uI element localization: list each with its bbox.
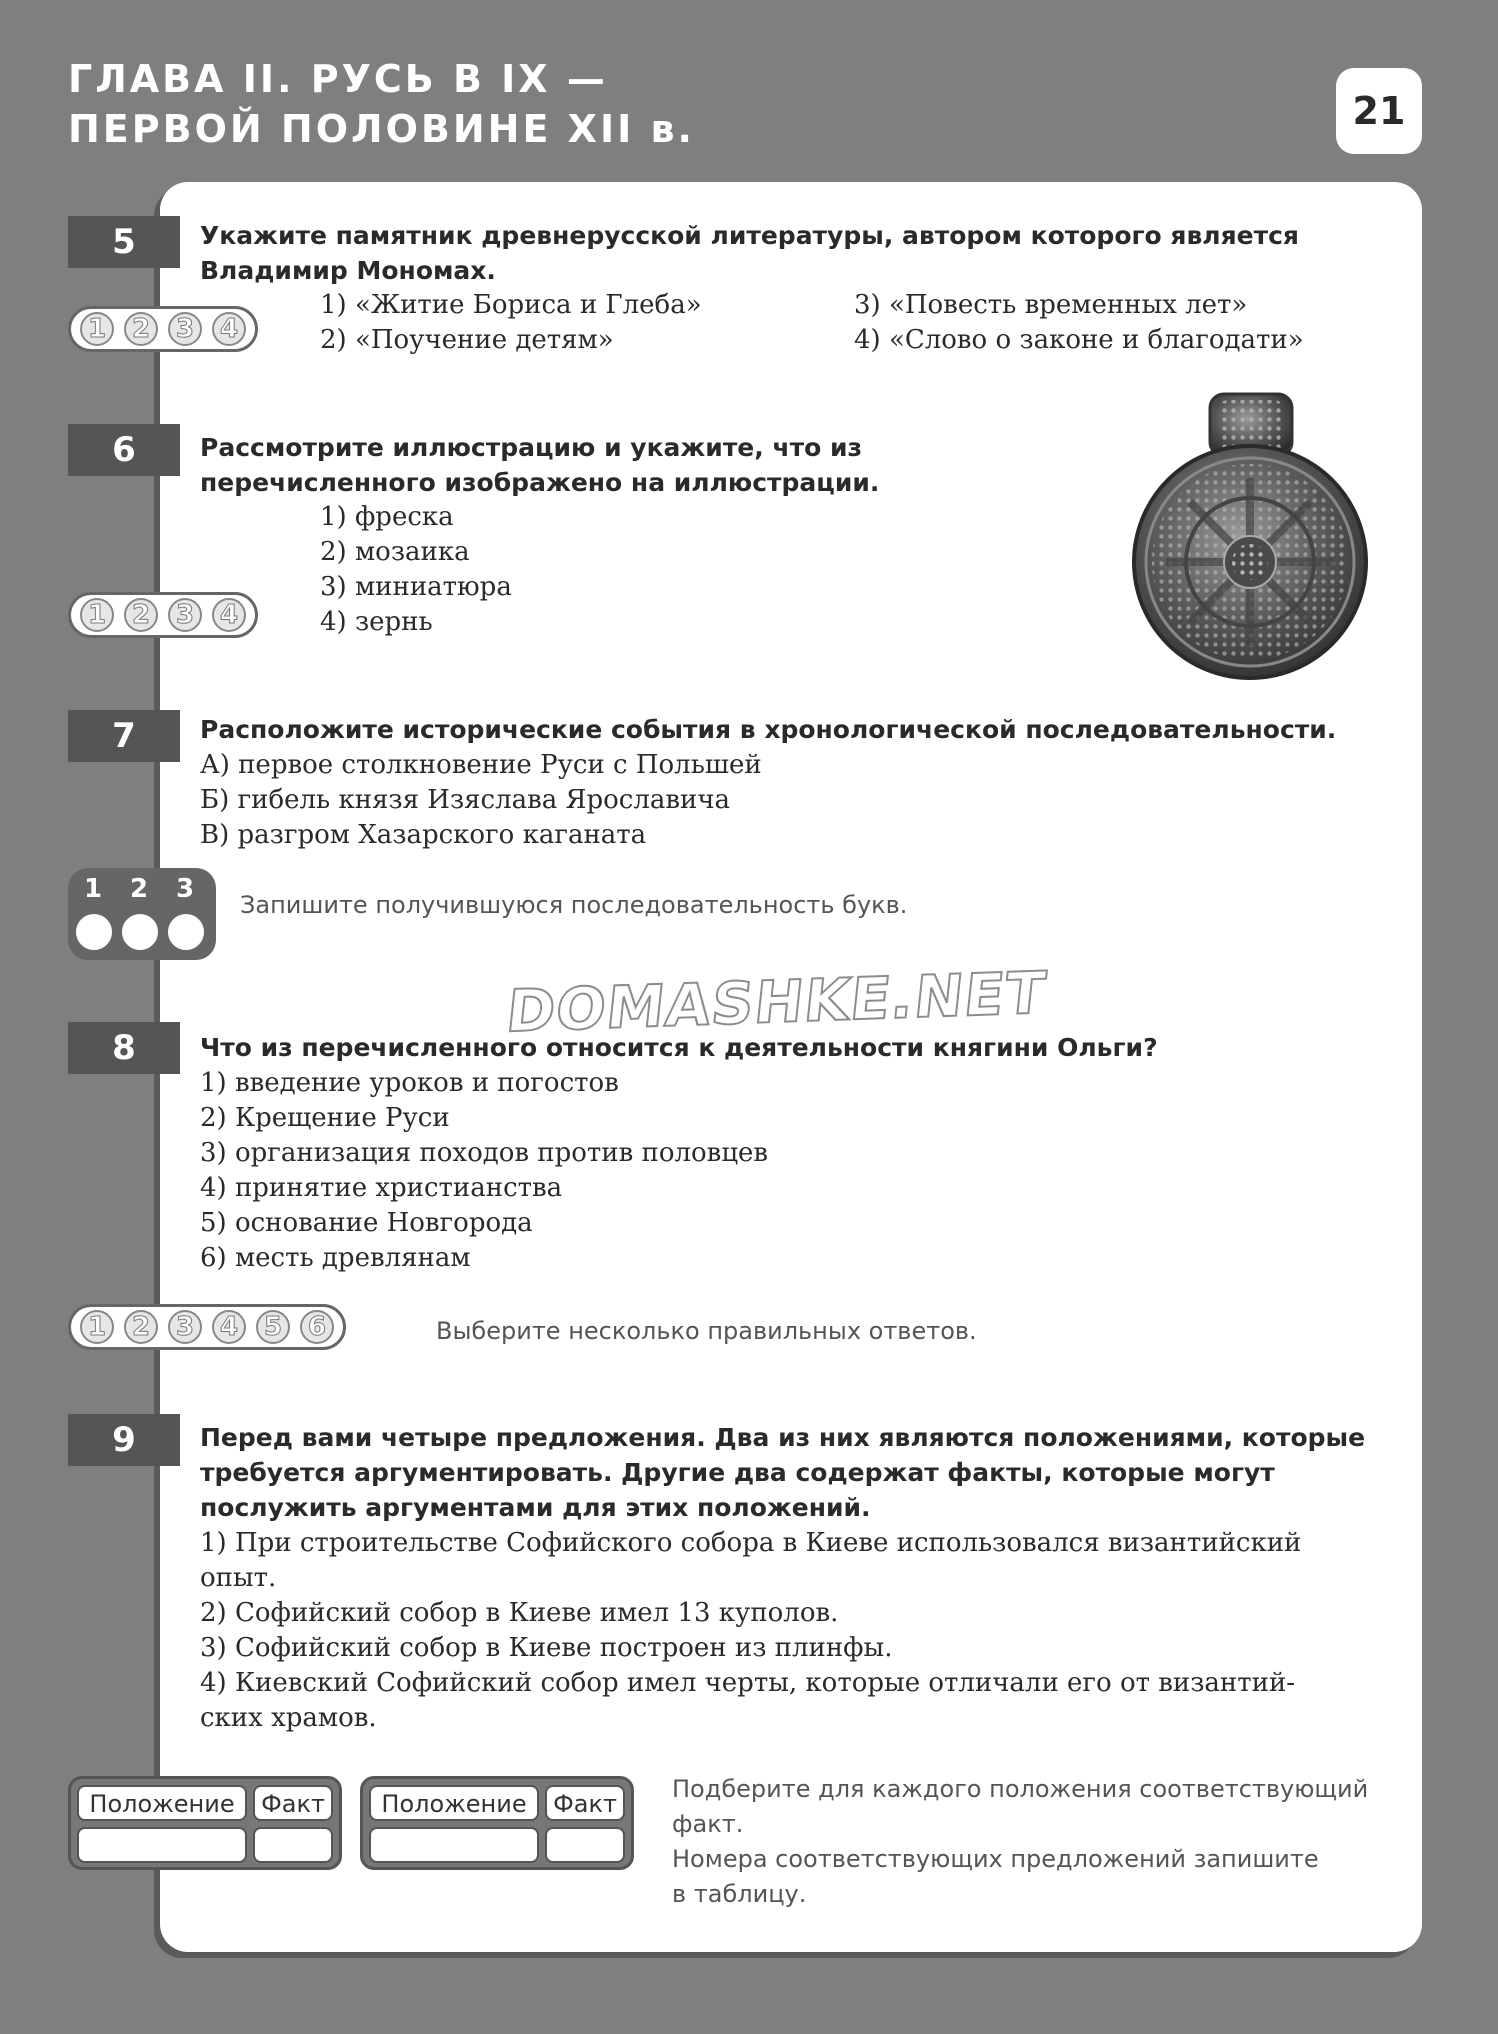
answer-circle[interactable]: 2 xyxy=(124,598,158,632)
q5-option-2: 2) «Поучение детям» xyxy=(320,325,614,355)
answer-circle[interactable]: 3 xyxy=(168,598,202,632)
answer-circle[interactable]: 3 xyxy=(168,312,202,346)
q8-instruction: Выберите несколько правильных ответов. xyxy=(436,1317,977,1345)
page-number: 21 xyxy=(1336,68,1422,154)
q9-option-3: 3) Софийский собор в Киеве построен из плинфы. xyxy=(200,1633,893,1663)
q8-answer-selector[interactable] xyxy=(68,1304,346,1350)
q9-instruction-line1: Подберите для каждого положения соответствующий xyxy=(672,1775,1369,1803)
table-header-position: Положение xyxy=(77,1785,247,1821)
chapter-title xyxy=(68,54,695,154)
question-6-number: 6 xyxy=(68,424,180,476)
q9-option-2: 2) Софийский собор в Киеве имел 13 куполов. xyxy=(200,1598,839,1628)
q9-instruction xyxy=(672,1772,1392,1912)
q9-answer-table-1 xyxy=(68,1776,342,1870)
answer-circle[interactable]: 1 xyxy=(80,1310,114,1344)
seq-slot[interactable] xyxy=(120,912,160,952)
answer-circle[interactable]: 5 xyxy=(256,1310,290,1344)
question-7-number: 7 xyxy=(68,710,180,762)
q6-title-line1: Рассмотрите иллюстрацию и укажите, что из xyxy=(200,433,863,462)
answer-circle[interactable]: 1 xyxy=(80,598,114,632)
answer-circle[interactable]: 3 xyxy=(168,1310,202,1344)
q9-option-4-cont: ских храмов. xyxy=(200,1703,377,1733)
q7-option-b: Б) гибель князя Изяслава Ярославича xyxy=(200,785,731,815)
q5-answer-selector[interactable] xyxy=(68,306,258,352)
q8-option-3: 3) организация походов против половцев xyxy=(200,1138,769,1168)
chapter-title-line1: ГЛАВА II. РУСЬ В IX — xyxy=(68,57,608,101)
q8-option-6: 6) месть древлянам xyxy=(200,1243,471,1273)
q6-answer-selector[interactable] xyxy=(68,592,258,638)
answer-circle[interactable]: 4 xyxy=(212,312,246,346)
question-9-number: 9 xyxy=(68,1414,180,1466)
q7-instruction: Запишите получившуюся последовательность букв. xyxy=(240,891,908,919)
q7-option-c: В) разгром Хазарского каганата xyxy=(200,820,647,850)
q6-option-3: 3) миниатюра xyxy=(320,572,512,602)
q8-option-5: 5) основание Новгорода xyxy=(200,1208,533,1238)
answer-circle[interactable]: 2 xyxy=(124,1310,158,1344)
chapter-title-line2: ПЕРВОЙ ПОЛОВИНЕ XII в. xyxy=(68,107,695,151)
q5-option-4: 4) «Слово о законе и благодати» xyxy=(854,325,1304,355)
q9-instruction-line3: Номера соответствующих предложений запишите xyxy=(672,1845,1319,1873)
question-7-title: Расположите исторические события в хронологической последовательности. xyxy=(200,715,1337,744)
seq-digit: 2 xyxy=(129,874,149,904)
q6-option-2: 2) мозаика xyxy=(320,537,470,567)
question-5-title: Укажите памятник древнерусской литературы, автором которого является Владимир Мономах. xyxy=(200,221,1299,285)
table-input-fact[interactable] xyxy=(253,1827,333,1863)
q6-title-line2: перечисленного изображено на иллюстрации. xyxy=(200,468,880,497)
q9-answer-table-2 xyxy=(360,1776,634,1870)
seq-digit: 1 xyxy=(83,874,103,904)
q9-option-4: 4) Киевский Софийский собор имел черты, которые отличали его от византий- xyxy=(200,1668,1296,1698)
q8-option-4: 4) принятие христианства xyxy=(200,1173,563,1203)
table-input-fact[interactable] xyxy=(545,1827,625,1863)
answer-circle[interactable]: 4 xyxy=(212,1310,246,1344)
seq-slot[interactable] xyxy=(166,912,206,952)
answer-circle[interactable]: 6 xyxy=(300,1310,334,1344)
answer-circle[interactable]: 1 xyxy=(80,312,114,346)
q9-instruction-line4: в таблицу. xyxy=(672,1880,807,1908)
q9-option-1: 1) При строительстве Софийского собора в Киеве использовался византийский xyxy=(200,1528,1302,1558)
answer-circle[interactable]: 4 xyxy=(212,598,246,632)
watermark: DOMASHKE.NET xyxy=(503,958,1050,1046)
q5-option-1: 1) «Житие Бориса и Глеба» xyxy=(320,290,702,320)
q7-option-a: А) первое столкновение Руси с Польшей xyxy=(200,750,762,780)
q6-option-4: 4) зернь xyxy=(320,607,433,637)
table-input-position[interactable] xyxy=(369,1827,539,1863)
answer-circle[interactable]: 2 xyxy=(124,312,158,346)
table-header-fact: Факт xyxy=(545,1785,625,1821)
question-8-title: Что из перечисленного относится к деятельности княгини Ольги? xyxy=(200,1033,1158,1062)
q5-option-3: 3) «Повесть временных лет» xyxy=(854,290,1248,320)
q7-sequence-input[interactable] xyxy=(68,868,216,960)
q6-option-1: 1) фреска xyxy=(320,502,454,532)
question-5-number: 5 xyxy=(68,216,180,268)
q9-instruction-line2: факт. xyxy=(672,1810,744,1838)
granulation-pendant-image xyxy=(1130,388,1370,688)
question-8-number: 8 xyxy=(68,1022,180,1074)
table-header-fact: Факт xyxy=(253,1785,333,1821)
q8-option-1: 1) введение уроков и погостов xyxy=(200,1068,619,1098)
question-9-title: Перед вами четыре предложения. Два из них являются положениями, которые требуется аргументировать. Другие два содержат факты, которые могут послужить аргументами для этих положений. xyxy=(200,1423,1366,1522)
seq-slot[interactable] xyxy=(74,912,114,952)
seq-digit: 3 xyxy=(175,874,195,904)
table-header-position: Положение xyxy=(369,1785,539,1821)
question-6-title xyxy=(200,430,900,500)
q9-option-1-cont: опыт. xyxy=(200,1563,277,1593)
q8-option-2: 2) Крещение Руси xyxy=(200,1103,450,1133)
table-input-position[interactable] xyxy=(77,1827,247,1863)
